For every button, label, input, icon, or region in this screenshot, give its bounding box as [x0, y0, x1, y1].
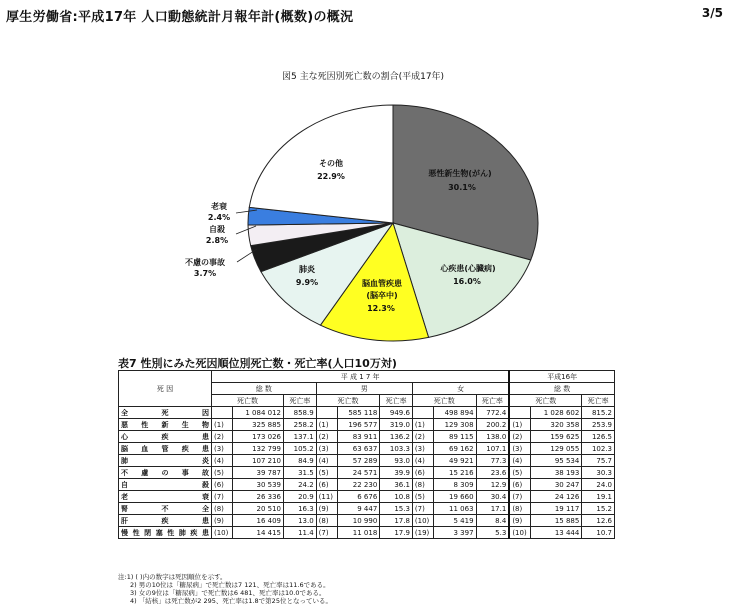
cell-mrt: 319.0	[380, 419, 413, 431]
cell-fd: 3 397	[433, 527, 476, 539]
cell-mrt: 17.8	[380, 515, 413, 527]
cell-mrt: 93.0	[380, 455, 413, 467]
cell-fr: (1)	[412, 419, 433, 431]
cell-fr	[412, 407, 433, 419]
cell-cause: 全 死 因	[119, 407, 212, 419]
cell-prt: 102.3	[582, 443, 615, 455]
table-row	[119, 527, 615, 539]
cell-mr: (6)	[316, 479, 337, 491]
col-sub-deaths: 死亡数	[212, 395, 284, 407]
label-sonota-name: その他	[319, 159, 343, 168]
col-sub-deaths: 死亡数	[412, 395, 476, 407]
label-noukekkan-value: 12.3%	[367, 304, 395, 313]
cell-tr	[212, 407, 233, 419]
cell-tr: (9)	[212, 515, 233, 527]
cell-mr: (4)	[316, 455, 337, 467]
col-header-cause: 死 因	[119, 371, 212, 407]
figure-caption: 図5 主な死因別死亡数の割合(平成17年)	[282, 72, 445, 82]
cell-fd: 15 216	[433, 467, 476, 479]
cell-mr: (11)	[316, 491, 337, 503]
label-noukekkan-name-2: (脳卒中)	[366, 291, 398, 300]
cell-mr: (7)	[316, 527, 337, 539]
cell-pr: (1)	[509, 419, 531, 431]
cell-frt: 200.2	[476, 419, 509, 431]
cell-md: 9 447	[337, 503, 380, 515]
cell-prt: 75.7	[582, 455, 615, 467]
cell-td: 26 336	[233, 491, 284, 503]
cell-frt: 30.4	[476, 491, 509, 503]
note-line: 注:1) ( )内の数字は死因順位を示す。	[118, 573, 227, 581]
cell-prt: 19.1	[582, 491, 615, 503]
col-sub-deaths: 死亡数	[509, 395, 582, 407]
table-row	[119, 455, 615, 467]
table-notes	[118, 573, 332, 605]
note-line: 4) 「結核」は死亡数が2 295、死亡率は1.8で第25位となっている。	[130, 597, 332, 605]
col-sub-rate: 死亡率	[582, 395, 615, 407]
cell-frt: 107.1	[476, 443, 509, 455]
cell-cause: 自 殺	[119, 479, 212, 491]
cell-prt: 815.2	[582, 407, 615, 419]
col-header-year17: 平 成 1 7 年	[212, 371, 510, 383]
cell-pr: (6)	[509, 479, 531, 491]
note-line: 3) 女の9位は「糖尿病」で死亡数は6 481、死亡率は10.0である。	[130, 589, 326, 597]
cell-cause: 肺 炎	[119, 455, 212, 467]
cell-td: 107 210	[233, 455, 284, 467]
cell-cause: 脳血管疾患	[119, 443, 212, 455]
cell-prt: 253.9	[582, 419, 615, 431]
label-rousui-value: 2.4%	[207, 213, 231, 222]
label-shinshikkan-value: 16.0%	[453, 277, 481, 286]
cell-mrt: 949.6	[380, 407, 413, 419]
cell-prt: 126.5	[582, 431, 615, 443]
cell-trt: 258.2	[284, 419, 317, 431]
cell-pd: 1 028 602	[531, 407, 582, 419]
label-jisatsu-value: 2.8%	[205, 236, 229, 245]
cell-cause: 老 衰	[119, 491, 212, 503]
cell-prt: 10.7	[582, 527, 615, 539]
cell-pd: 159 625	[531, 431, 582, 443]
cell-frt: 77.3	[476, 455, 509, 467]
cell-td: 20 510	[233, 503, 284, 515]
cell-cause: 不慮の事故	[119, 467, 212, 479]
cell-pr: (5)	[509, 467, 531, 479]
label-furyo-value: 3.7%	[193, 269, 217, 278]
cell-md: 10 990	[337, 515, 380, 527]
cell-pd: 19 117	[531, 503, 582, 515]
cell-td: 39 787	[233, 467, 284, 479]
label-shinshikkan-name: 心疾患(心臓病)	[440, 264, 496, 273]
label-gan-value: 30.1%	[448, 183, 476, 192]
col-sub-rate: 死亡率	[476, 395, 509, 407]
label-jisatsu-name: 自殺	[209, 225, 225, 234]
cell-frt: 12.9	[476, 479, 509, 491]
cell-mr: (3)	[316, 443, 337, 455]
cell-pd: 30 247	[531, 479, 582, 491]
cell-fr: (2)	[412, 431, 433, 443]
cell-fr: (19)	[412, 527, 433, 539]
cell-mr: (2)	[316, 431, 337, 443]
cell-trt: 105.2	[284, 443, 317, 455]
cell-tr: (4)	[212, 455, 233, 467]
cell-tr: (2)	[212, 431, 233, 443]
col-header-male: 男	[316, 383, 412, 395]
col-sub-rate: 死亡率	[284, 395, 317, 407]
cell-mrt: 39.9	[380, 467, 413, 479]
cell-md: 57 289	[337, 455, 380, 467]
cell-prt: 24.0	[582, 479, 615, 491]
cell-fr: (10)	[412, 515, 433, 527]
cell-md: 22 230	[337, 479, 380, 491]
cell-trt: 31.5	[284, 467, 317, 479]
cell-fr: (5)	[412, 491, 433, 503]
cell-tr: (1)	[212, 419, 233, 431]
cell-fd: 5 419	[433, 515, 476, 527]
cell-tr: (7)	[212, 491, 233, 503]
cell-trt: 16.3	[284, 503, 317, 515]
cell-pr: (10)	[509, 527, 531, 539]
col-header-total16: 総 数	[509, 383, 614, 395]
table-row	[119, 515, 615, 527]
cell-tr: (5)	[212, 467, 233, 479]
cell-trt: 84.9	[284, 455, 317, 467]
cell-tr: (6)	[212, 479, 233, 491]
label-sonota-value: 22.9%	[317, 172, 345, 181]
cell-pd: 129 055	[531, 443, 582, 455]
col-header-year16: 平成16年	[509, 371, 614, 383]
cell-pr: (7)	[509, 491, 531, 503]
cell-cause: 腎 不 全	[119, 503, 212, 515]
cell-pr: (3)	[509, 443, 531, 455]
cell-trt: 858.9	[284, 407, 317, 419]
cell-fd: 8 309	[433, 479, 476, 491]
cell-cause: 心 疾 患	[119, 431, 212, 443]
table-row	[119, 491, 615, 503]
cell-mrt: 36.1	[380, 479, 413, 491]
cell-frt: 23.6	[476, 467, 509, 479]
cell-td: 30 539	[233, 479, 284, 491]
cell-mrt: 136.2	[380, 431, 413, 443]
cell-mrt: 103.3	[380, 443, 413, 455]
cell-fd: 129 308	[433, 419, 476, 431]
cell-trt: 11.4	[284, 527, 317, 539]
cell-fd: 89 115	[433, 431, 476, 443]
label-gan-name: 悪性新生物(がん)	[428, 169, 492, 178]
cell-frt: 17.1	[476, 503, 509, 515]
cell-pd: 95 534	[531, 455, 582, 467]
cell-fd: 19 660	[433, 491, 476, 503]
cell-md: 24 571	[337, 467, 380, 479]
page-header-title: 厚生労働省:平成17年 人口動態統計月報年計(概数)の概況	[6, 10, 354, 25]
cell-cause: 肝 疾 患	[119, 515, 212, 527]
cell-md: 585 118	[337, 407, 380, 419]
cell-frt: 8.4	[476, 515, 509, 527]
label-haien-name: 肺炎	[299, 265, 315, 274]
cell-md: 196 577	[337, 419, 380, 431]
cell-pd: 38 193	[531, 467, 582, 479]
cell-cause: 悪性新生物	[119, 419, 212, 431]
cell-md: 6 676	[337, 491, 380, 503]
label-haien-value: 9.9%	[295, 278, 319, 287]
cell-pr: (2)	[509, 431, 531, 443]
cell-fd: 49 921	[433, 455, 476, 467]
cell-pr: (4)	[509, 455, 531, 467]
cell-fr: (7)	[412, 503, 433, 515]
cell-fr: (4)	[412, 455, 433, 467]
cell-fr: (6)	[412, 467, 433, 479]
cell-mrt: 17.9	[380, 527, 413, 539]
cell-md: 11 018	[337, 527, 380, 539]
cell-mr: (5)	[316, 467, 337, 479]
col-header-total: 総 数	[212, 383, 317, 395]
cell-frt: 5.3	[476, 527, 509, 539]
cell-td: 173 026	[233, 431, 284, 443]
col-sub-rate: 死亡率	[380, 395, 413, 407]
cell-prt: 12.6	[582, 515, 615, 527]
cell-mrt: 15.3	[380, 503, 413, 515]
death-cause-table	[118, 370, 615, 539]
page-number: 3/5	[701, 6, 723, 20]
cell-trt: 137.1	[284, 431, 317, 443]
cell-fd: 498 894	[433, 407, 476, 419]
cell-mr	[316, 407, 337, 419]
cell-mr: (9)	[316, 503, 337, 515]
cell-pd: 24 126	[531, 491, 582, 503]
cell-pr	[509, 407, 531, 419]
cell-md: 83 911	[337, 431, 380, 443]
cell-trt: 13.0	[284, 515, 317, 527]
table-row	[119, 467, 615, 479]
cell-td: 1 084 012	[233, 407, 284, 419]
cell-mrt: 10.8	[380, 491, 413, 503]
cell-trt: 20.9	[284, 491, 317, 503]
cell-mr: (1)	[316, 419, 337, 431]
label-noukekkan-name-1: 脳血管疾患	[362, 279, 402, 288]
cell-tr: (8)	[212, 503, 233, 515]
col-header-female: 女	[412, 383, 509, 395]
cell-prt: 15.2	[582, 503, 615, 515]
table-title: 表7 性別にみた死因順位別死亡数・死亡率(人口10万対)	[118, 357, 397, 370]
cell-pr: (9)	[509, 515, 531, 527]
table-row	[119, 503, 615, 515]
col-sub-deaths: 死亡数	[316, 395, 380, 407]
cell-mr: (8)	[316, 515, 337, 527]
table-row	[119, 407, 615, 419]
table-row	[119, 419, 615, 431]
cell-frt: 138.0	[476, 431, 509, 443]
label-furyo-name: 不慮の事故	[185, 258, 225, 267]
cell-fd: 11 063	[433, 503, 476, 515]
cell-tr: (10)	[212, 527, 233, 539]
table-row	[119, 479, 615, 491]
cell-md: 63 637	[337, 443, 380, 455]
cell-pr: (8)	[509, 503, 531, 515]
cell-td: 14 415	[233, 527, 284, 539]
cell-pd: 320 358	[531, 419, 582, 431]
label-rousui-name: 老衰	[211, 202, 227, 211]
cell-tr: (3)	[212, 443, 233, 455]
cell-frt: 772.4	[476, 407, 509, 419]
cell-prt: 30.3	[582, 467, 615, 479]
cell-td: 16 409	[233, 515, 284, 527]
cell-fr: (3)	[412, 443, 433, 455]
cell-fr: (8)	[412, 479, 433, 491]
cell-trt: 24.2	[284, 479, 317, 491]
note-line: 2) 男の10位は「糖尿病」で死亡数は7 121、死亡率は11.6である。	[130, 581, 330, 589]
cell-td: 325 885	[233, 419, 284, 431]
table-row	[119, 443, 615, 455]
cell-pd: 15 885	[531, 515, 582, 527]
cell-cause: 慢性閉塞性肺疾患	[119, 527, 212, 539]
cell-fd: 69 162	[433, 443, 476, 455]
table-row	[119, 431, 615, 443]
cell-td: 132 799	[233, 443, 284, 455]
cell-pd: 13 444	[531, 527, 582, 539]
